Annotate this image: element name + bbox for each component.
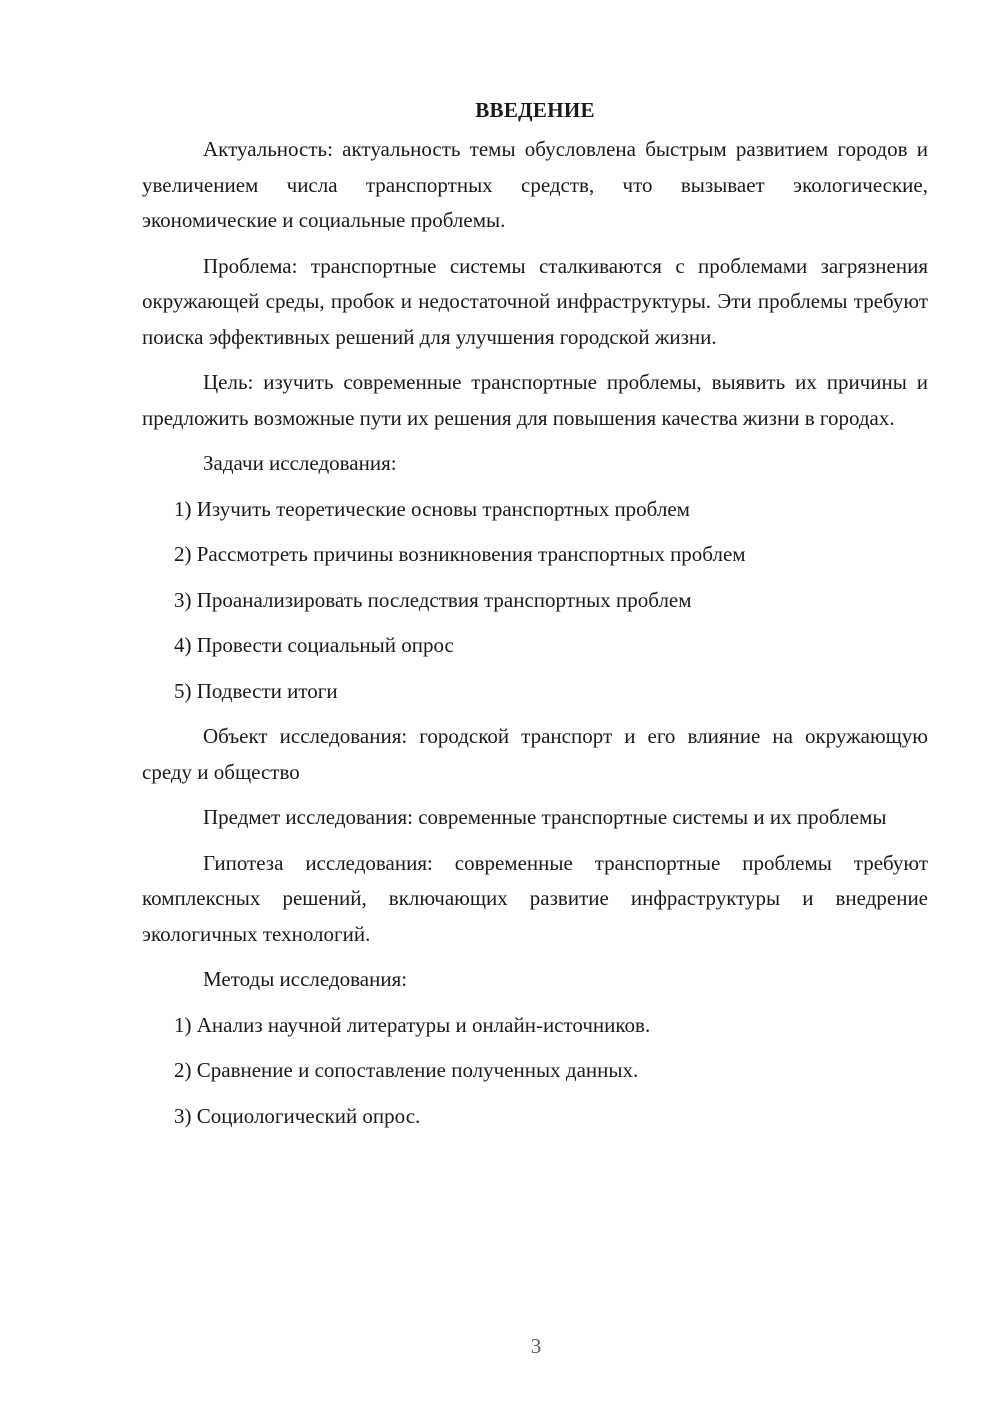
page-number: 3 — [530, 1334, 542, 1358]
list-item: 5) Подвести итоги — [174, 678, 338, 703]
list-item: 2) Сравнение и сопоставление полученных данных. — [174, 1058, 639, 1082]
list-item: 1) Изучить теоретические основы транспортных проблем — [174, 496, 690, 521]
list-item: 3) Социологический опрос. — [174, 1103, 421, 1128]
section-title: ВВЕДЕНИЕ — [475, 98, 595, 122]
tasks-heading: Задачи исследования: — [203, 451, 397, 475]
paragraph-goal: Цель: изучить современные транспортные проблемы, выявить их причины и предложить возможные пути их решения для повышения качества жизни в городах. — [142, 370, 928, 430]
list-item: 4) Провести социальный опрос — [174, 633, 454, 657]
methods-heading: Методы исследования: — [203, 967, 408, 991]
paragraph-hypothesis: Гипотеза исследования: современные транспортные проблемы требуют комплексных решений, включающих развитие инфраструктуры и внедрение экологичных технологий. — [142, 850, 928, 946]
list-item: 2) Рассмотреть причины возникновения транспортных проблем — [174, 542, 746, 566]
paragraph-problem: Проблема: транспортные системы сталкиваются с проблемами загрязнения окружающей среды, пробок и недостаточной инфраструктуры. Эти проблемы требуют поиска эффективных решений для улучшения городской жизни. — [142, 253, 928, 349]
paragraph-subject: Предмет исследования: современные транспортные системы и их проблемы — [203, 805, 887, 829]
tasks-list — [142, 492, 928, 710]
methods-list — [142, 1008, 928, 1135]
page-content — [142, 92, 928, 1144]
list-item: 1) Анализ научной литературы и онлайн-источников. — [174, 1012, 651, 1037]
list-item: 3) Проанализировать последствия транспортных проблем — [174, 587, 692, 612]
paragraph-relevance: Актуальность: актуальность темы обусловлена быстрым развитием городов и увеличением числа транспортных средств, что вызывает экологические, экономические и социальные проблемы. — [142, 137, 928, 232]
paragraph-object: Объект исследования: городской транспорт и его влияние на окружающую среду и общество — [142, 724, 928, 784]
